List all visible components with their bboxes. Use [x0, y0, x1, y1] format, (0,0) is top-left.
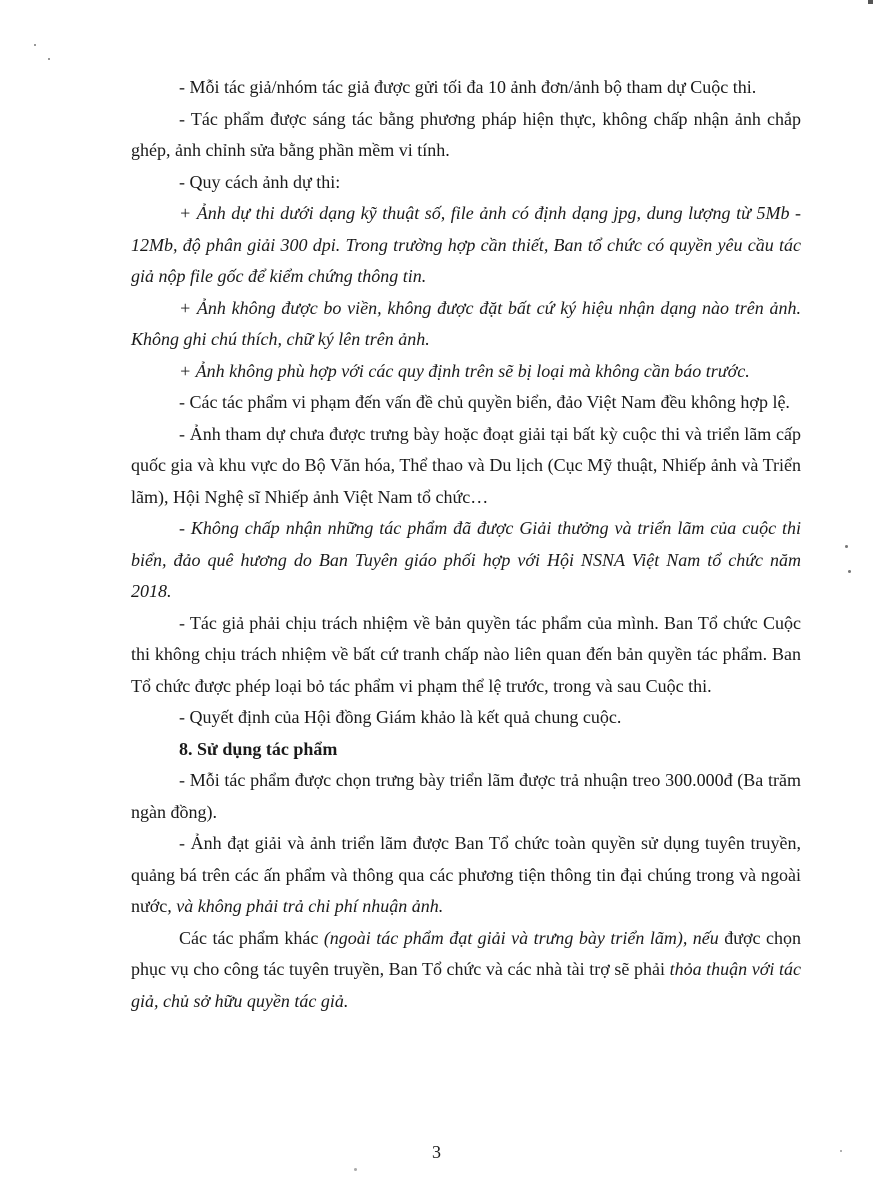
usage-rights-italic: , và không phải trả chi phí nhuận ảnh. — [167, 896, 444, 916]
scan-speck — [48, 58, 50, 60]
other-works-a: Các tác phẩm khác — [179, 927, 324, 948]
document-body — [131, 72, 801, 1017]
paragraph-2018-exclusion: - Không chấp nhận những tác phẩm đã được Giải thưởng và triển lãm của cuộc thi biển, đảo quê hương do Ban Tuyên giáo phối hợp với Hội NSNA Việt Nam tổ chức năm 2018. — [131, 518, 801, 601]
paragraph-entry-limit: - Mỗi tác giả/nhóm tác giả được gửi tối đa 10 ảnh đơn/ảnh bộ tham dự Cuộc thi. — [179, 77, 757, 97]
paragraph-not-exhibited: - Ảnh tham dự chưa được trưng bày hoặc đoạt giải tại bất kỳ cuộc thi và triển lãm cấp quốc gia và khu vực do Bộ Văn hóa, Thể thao và Du lịch (Cục Mỹ thuật, Nhiếp ảnh và Triển lãm), Hội Nghệ sĩ Nhiếp ảnh Việt Nam tổ chức… — [131, 423, 801, 507]
paragraph-other-works — [131, 923, 801, 1018]
usage-rights-text: - Ảnh đạt giải và ảnh triển lãm được Ban Tổ chức toàn quyền sử dụng tuyên truyền, quảng bá trên các ấn phẩm và thông qua các phương tiện thông tin đại chúng trong và ngoài nước — [131, 833, 801, 916]
paragraph-copyright: - Tác giả phải chịu trách nhiệm về bản quyền tác phẩm của mình. Ban Tổ chức Cuộc thi không chịu trách nhiệm về bất cứ tranh chấp nào liên quan đến bản quyền tác phẩm. Ban Tổ chức được phép loại bỏ tác phẩm vi phạm thể lệ trước, trong và sau Cuộc thi. — [131, 612, 801, 696]
page-number: 3 — [432, 1142, 441, 1162]
paragraph-disqualify: + Ảnh không phù hợp với các quy định trên sẽ bị loại mà không cần báo trước. — [179, 360, 750, 381]
scan-speck — [34, 44, 36, 46]
other-works-b: (ngoài tác phẩm đạt giải và trưng bày triển lãm), nếu — [323, 927, 719, 948]
paragraph-no-border: + Ảnh không được bo viền, không được đặt bất cứ ký hiệu nhận dạng nào trên ảnh. Không ghi chú thích, chữ ký lên trên ảnh. — [131, 297, 801, 349]
scan-speck — [354, 1168, 357, 1171]
paragraph-usage-rights — [131, 828, 801, 923]
paragraph-photo-spec-intro: - Quy cách ảnh dự thi: — [179, 171, 341, 192]
paragraph-sovereignty: - Các tác phẩm vi phạm đến vấn đề chủ quyền biển, đảo Việt Nam đều không hợp lệ. — [179, 392, 790, 412]
scan-mark — [868, 0, 873, 4]
paragraph-digital-format: + Ảnh dự thi dưới dạng kỹ thuật số, file ảnh có định dạng jpg, dung lượng từ 5Mb - 12Mb, độ phân giải 300 dpi. Trong trường hợp cần thiết, Ban tổ chức có quyền yêu cầu tác giả nộp file gốc để kiểm chứng thông tin. — [131, 203, 801, 286]
paragraph-exhibition-fee: - Mỗi tác phẩm được chọn trưng bày triển lãm được trả nhuận treo 300.000đ (Ba trăm ngàn đồng). — [131, 770, 801, 822]
scan-speck — [845, 545, 848, 548]
other-works-d: thỏa thuận với tác giả, chủ sở hữu quyền tác giả. — [131, 959, 801, 1011]
scan-speck — [848, 570, 851, 573]
paragraph-jury-decision: - Quyết định của Hội đồng Giám khảo là kết quả chung cuộc. — [179, 707, 622, 727]
section-heading-usage: 8. Sử dụng tác phẩm — [179, 738, 338, 759]
paragraph-realism-method: - Tác phẩm được sáng tác bằng phương pháp hiện thực, không chấp nhận ảnh chắp ghép, ảnh chỉnh sửa bằng phần mềm vi tính. — [131, 108, 801, 160]
other-works-c: được chọn phục vụ cho công tác tuyên truyền, Ban Tổ chức và các nhà tài trợ sẽ phải — [131, 927, 801, 979]
